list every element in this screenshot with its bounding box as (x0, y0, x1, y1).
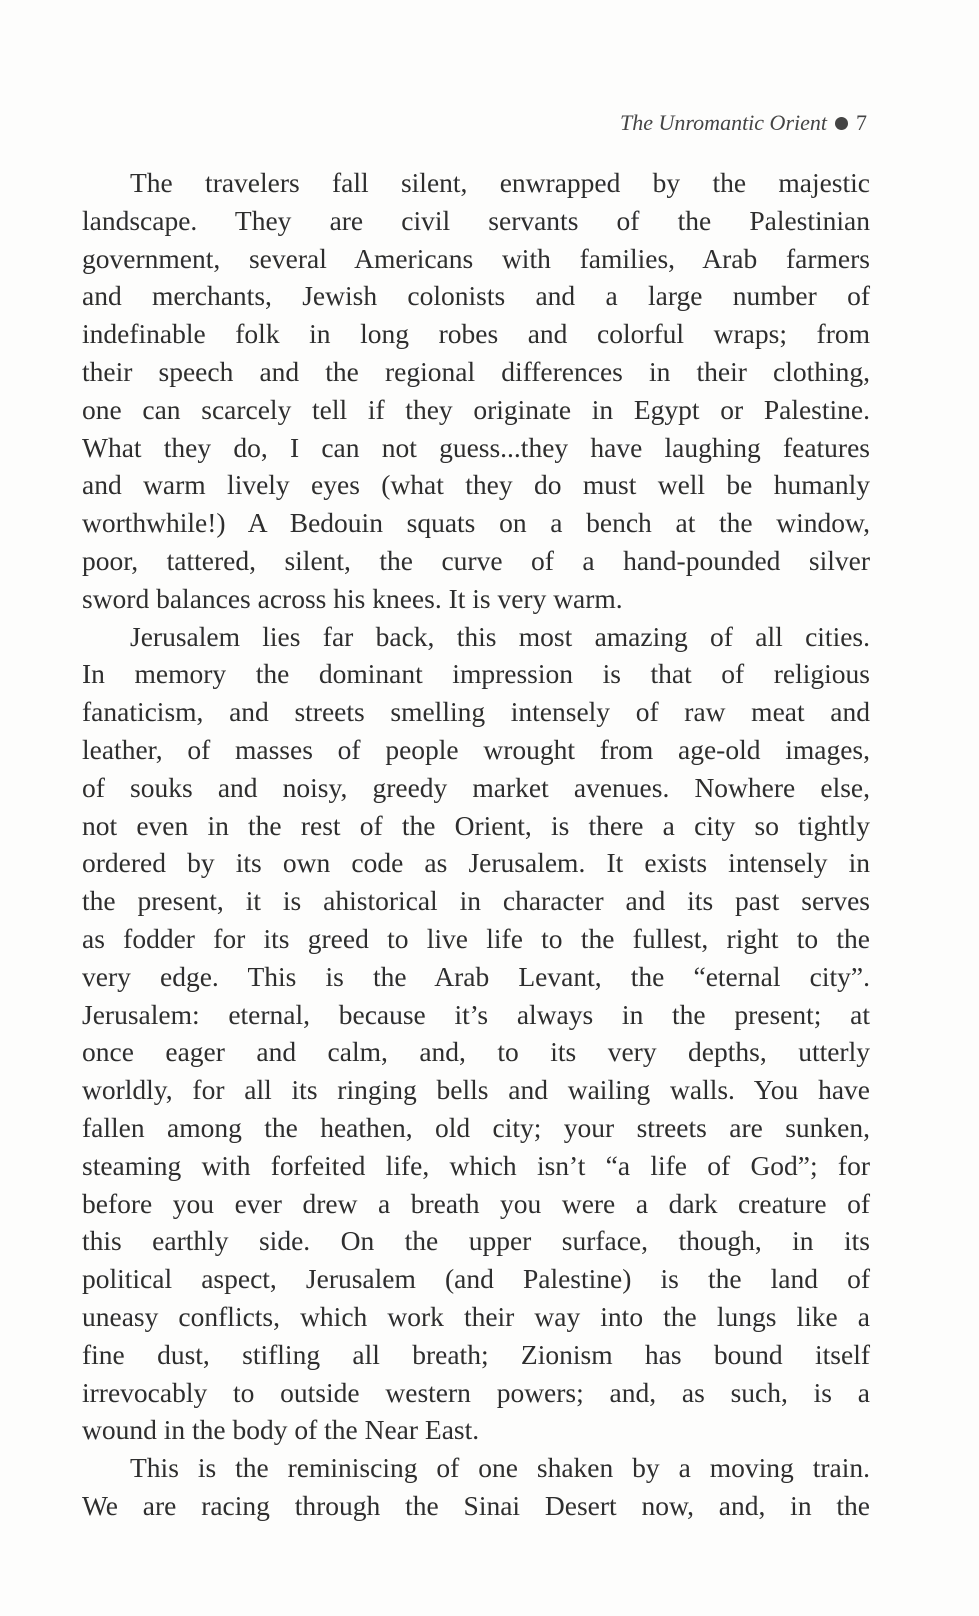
text-line: fallen among the heathen, old city; your streets are sunken, (82, 1111, 870, 1143)
text-line: and merchants, Jewish colonists and a large number of (82, 280, 870, 312)
text-line: the present, it is ahistorical in character and its past serves (82, 885, 870, 917)
text-line: one can scarcely tell if they originate in Egypt or Palestine. (82, 393, 870, 425)
text-line: uneasy conflicts, which work their way into the lungs like a (82, 1300, 870, 1332)
text-line: wound in the body of the Near East. (82, 1414, 480, 1446)
text-line: very edge. This is the Arab Levant, the “eternal city”. (82, 960, 870, 992)
text-line: The travelers fall silent, enwrapped by the majestic (130, 167, 870, 198)
text-line: poor, tattered, silent, the curve of a hand-pounded silver (82, 544, 870, 576)
text-line: In memory the dominant impression is that of religious (82, 658, 870, 690)
text-line: once eager and calm, and, to its very depths, utterly (82, 1036, 870, 1068)
text-line: Jerusalem: eternal, because it’s always in the present; at (82, 998, 870, 1030)
text-line: Jerusalem lies far back, this most amazing of all cities. (130, 620, 870, 652)
text-line: of souks and noisy, greedy market avenues. Nowhere else, (82, 771, 870, 803)
text-line: fanaticism, and streets smelling intensely of raw meat and (82, 696, 870, 728)
text-line: fine dust, stifling all breath; Zionism has bound itself (82, 1338, 870, 1370)
text-line: this earthly side. On the upper surface, though, in its (82, 1225, 870, 1257)
text-line: worldly, for all its ringing bells and wailing walls. You have (82, 1074, 870, 1106)
text-line: not even in the rest of the Orient, is there a city so tightly (82, 809, 870, 841)
running-title: The Unromantic Orient (620, 110, 827, 135)
text-line: sword balances across his knees. It is very warm. (82, 582, 623, 614)
text-line: irrevocably to outside western powers; and, as such, is a (82, 1376, 870, 1408)
page-number: 7 (856, 110, 867, 135)
text-line: We are racing through the Sinai Desert now, and, in the (82, 1489, 870, 1521)
text-line: leather, of masses of people wrought from age-old images, (82, 733, 870, 765)
text-line: as fodder for its greed to live life to the fullest, right to the (82, 922, 870, 954)
text-line: and warm lively eyes (what they do must well be humanly (82, 469, 870, 501)
body-text (82, 164, 870, 1525)
running-header (620, 110, 867, 136)
text-line: steaming with forfeited life, which isn’t “a life of God”; for (82, 1149, 870, 1181)
text-line: political aspect, Jerusalem (and Palestine) is the land of (82, 1263, 870, 1295)
bullet-separator (835, 117, 848, 130)
text-line: landscape. They are civil servants of the Palestinian (82, 204, 870, 236)
text-line: What they do, I can not guess...they have laughing features (82, 431, 870, 463)
text-line: This is the reminiscing of one shaken by a moving train. (130, 1452, 870, 1484)
text-line: before you ever drew a breath you were a dark creature of (82, 1187, 870, 1219)
text-line: their speech and the regional differences in their clothing, (82, 355, 870, 387)
text-line: government, several Americans with families, Arab farmers (82, 242, 870, 274)
text-line: ordered by its own code as Jerusalem. It exists intensely in (82, 847, 870, 879)
text-line: worthwhile!) A Bedouin squats on a bench at the window, (82, 507, 870, 539)
text-line: indefinable folk in long robes and colorful wraps; from (82, 318, 870, 350)
